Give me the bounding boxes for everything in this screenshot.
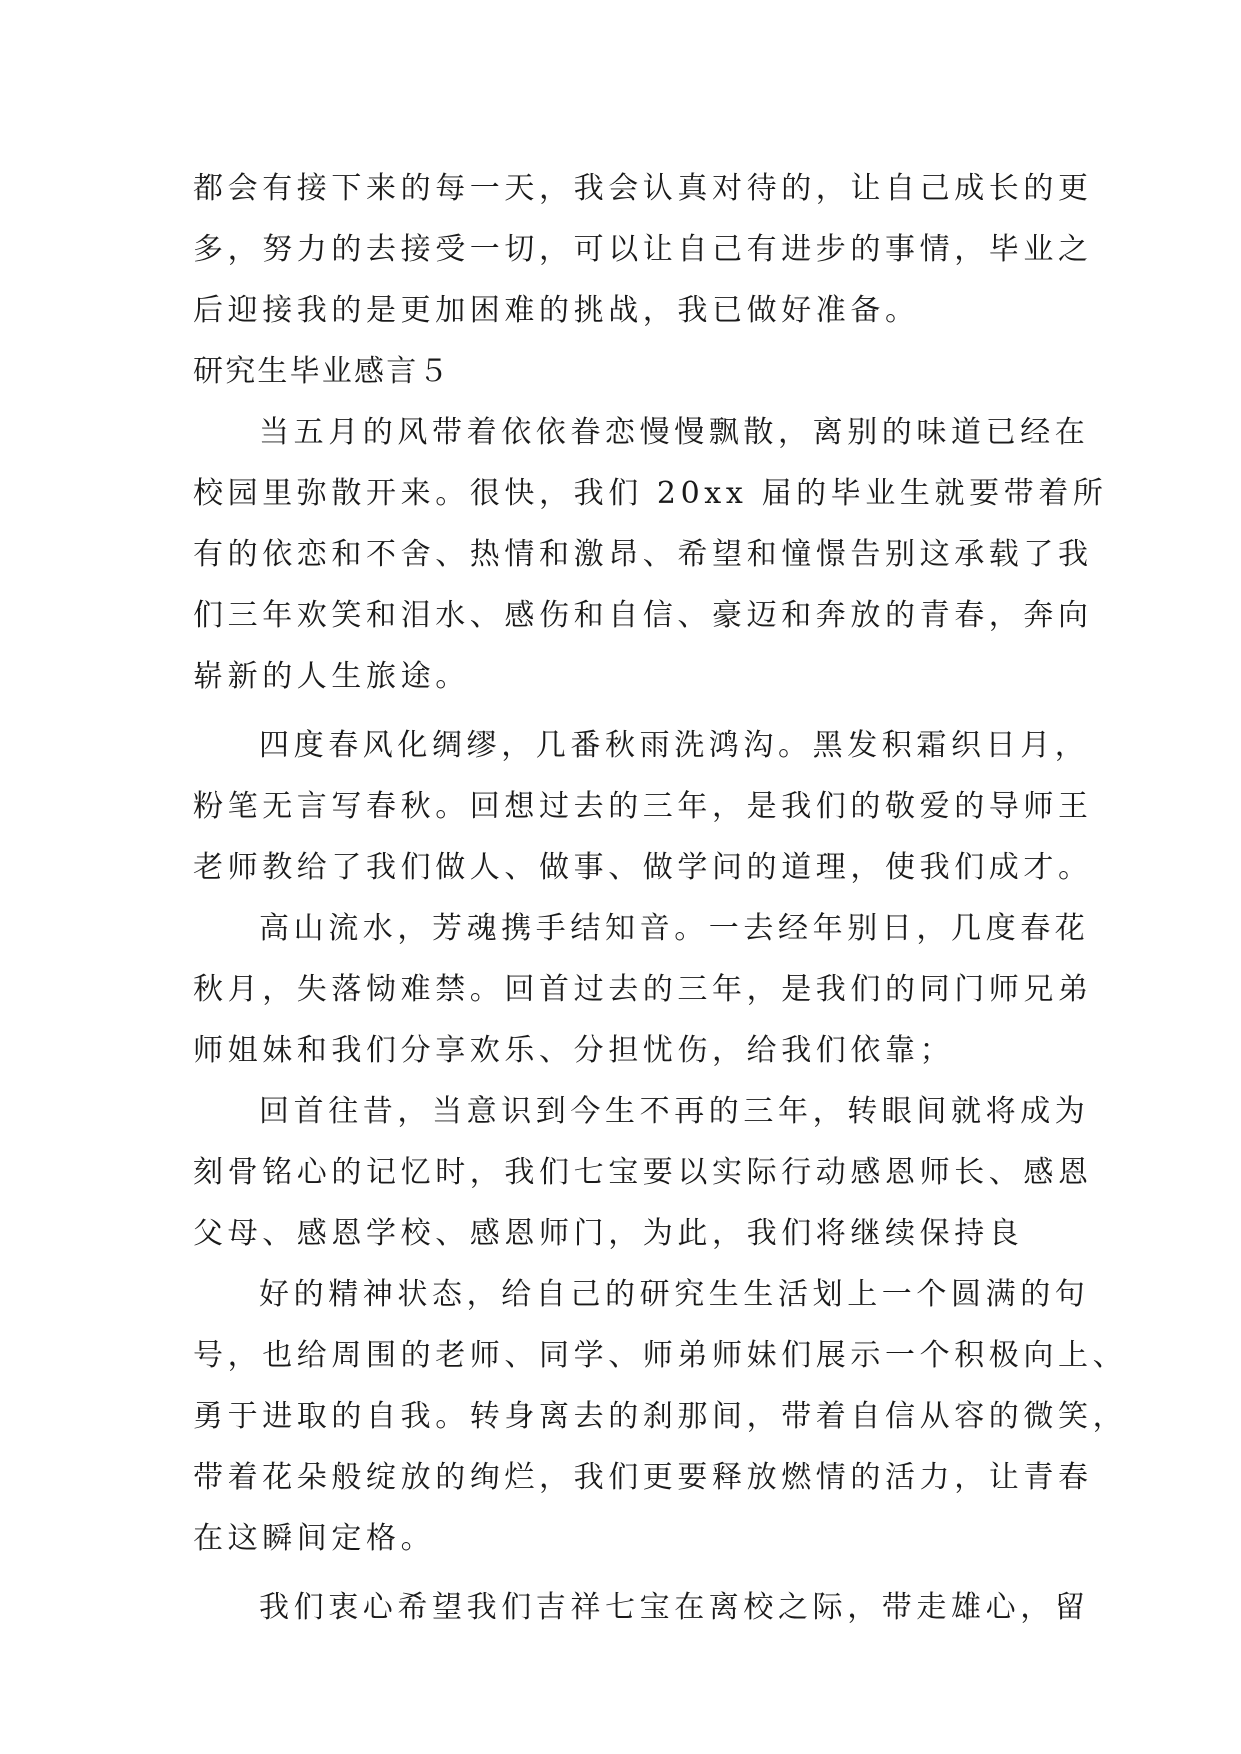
paragraph-line: 老师教给了我们做人、做事、做学问的道理，使我们成才。 bbox=[193, 850, 1093, 885]
paragraph-line: 四度春风化绸缪，几番秋雨洗鸿沟。黑发积霜织日月， bbox=[259, 728, 1090, 763]
paragraph-line: 我们衷心希望我们吉祥七宝在离校之际，带走雄心，留 bbox=[259, 1590, 1090, 1625]
paragraph-line: 当五月的风带着依依眷恋慢慢飘散，离别的味道已经在 bbox=[259, 415, 1090, 450]
paragraph-line: 粉笔无言写春秋。回想过去的三年，是我们的敬爱的导师王 bbox=[193, 789, 1093, 824]
intro-line-2: 多，努力的去接受一切，可以让自己有进步的事情，毕业之 bbox=[193, 232, 1093, 267]
paragraph-line: 校园里弥散开来。很快，我们 20xx 届的毕业生就要带着所 bbox=[193, 476, 1108, 511]
paragraph-6 bbox=[193, 1577, 1090, 1638]
section-heading: 研究生毕业感言５ bbox=[193, 354, 451, 389]
paragraph-line: 父母、感恩学校、感恩师门，为此，我们将继续保持良 bbox=[193, 1216, 1024, 1251]
paragraph-line: 刻骨铭心的记忆时，我们七宝要以实际行动感恩师长、感恩 bbox=[193, 1155, 1093, 1190]
document-page bbox=[193, 158, 1128, 1638]
paragraph-line: 好的精神状态，给自己的研究生生活划上一个圆满的句 bbox=[259, 1277, 1090, 1312]
paragraph-line: 回首往昔，当意识到今生不再的三年，转眼间就将成为 bbox=[259, 1094, 1090, 1129]
paragraph-4 bbox=[193, 1081, 1093, 1264]
paragraph-line: 师姐妹和我们分享欢乐、分担忧伤，给我们依靠； bbox=[193, 1033, 955, 1068]
paragraph-line: 有的依恋和不舍、热情和激昂、希望和憧憬告别这承载了我 bbox=[193, 537, 1093, 572]
paragraph-line: 崭新的人生旅途。 bbox=[193, 659, 470, 694]
paragraph-line: 号，也给周围的老师、同学、师弟师妹们展示一个积极向上、 bbox=[193, 1338, 1128, 1373]
paragraph-2 bbox=[193, 715, 1093, 898]
paragraph-5 bbox=[193, 1264, 1128, 1569]
paragraph-line: 高山流水，芳魂携手结知音。一去经年别日，几度春花 bbox=[259, 911, 1090, 946]
paragraph-3 bbox=[193, 898, 1093, 1081]
paragraph-line: 勇于进取的自我。转身离去的刹那间，带着自信从容的微笑， bbox=[193, 1399, 1128, 1434]
paragraph-line: 秋月，失落恸难禁。回首过去的三年，是我们的同门师兄弟 bbox=[193, 972, 1093, 1007]
paragraph-line: 带着花朵般绽放的绚烂，我们更要释放燃情的活力，让青春 bbox=[193, 1460, 1093, 1495]
intro-line-3: 后迎接我的是更加困难的挑战，我已做好准备。 bbox=[193, 293, 920, 328]
intro-line-1: 都会有接下来的每一天，我会认真对待的，让自己成长的更 bbox=[193, 171, 1093, 206]
paragraph-line: 们三年欢笑和泪水、感伤和自信、豪迈和奔放的青春，奔向 bbox=[193, 598, 1093, 633]
paragraph-line: 在这瞬间定格。 bbox=[193, 1521, 436, 1556]
paragraph-1 bbox=[193, 402, 1108, 707]
